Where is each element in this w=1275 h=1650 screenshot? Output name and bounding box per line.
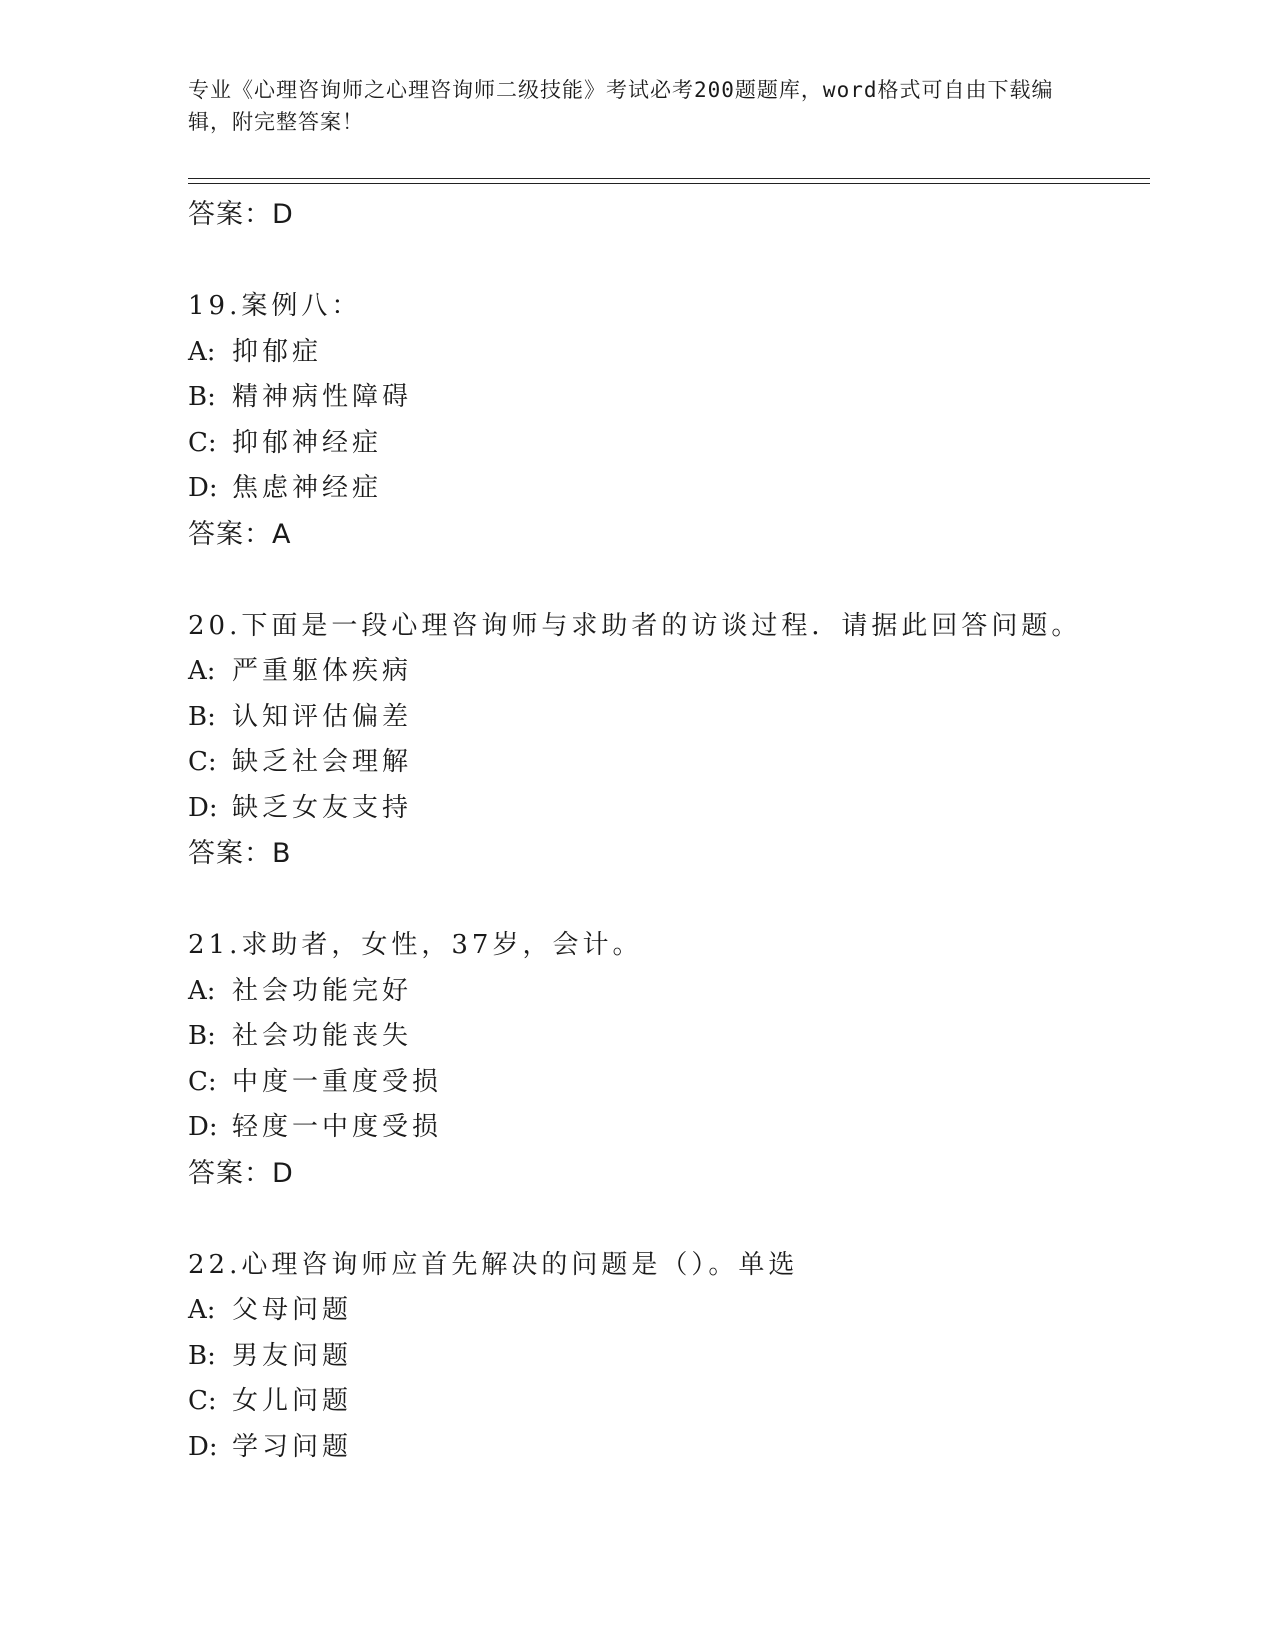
option-key: C:	[188, 1066, 217, 1097]
option-b	[188, 1014, 1148, 1060]
question-text	[188, 604, 1148, 650]
document-header	[188, 74, 1088, 138]
question-text	[188, 284, 1148, 330]
answer-line	[188, 1151, 1148, 1197]
option-text: 学习问题	[232, 1431, 353, 1462]
question-number: 20.	[188, 610, 242, 641]
question-text	[188, 923, 1148, 969]
answer-label: 答案：	[188, 838, 272, 869]
option-a	[188, 330, 1148, 376]
option-text: 父母问题	[232, 1295, 353, 1325]
question-stem: 心理咨询师应首先解决的问题是（）。单选	[241, 1249, 799, 1280]
option-text: 认知评估偏差	[232, 701, 413, 732]
question-stem: 求助者，女性，37岁，会计。	[241, 930, 643, 960]
answer-value: D	[272, 199, 294, 230]
answer-label: 答案：	[188, 199, 272, 230]
option-d	[188, 1425, 1148, 1471]
option-key: C:	[188, 747, 217, 777]
answer-label: 答案：	[188, 1157, 272, 1189]
option-b	[188, 695, 1148, 741]
option-c	[188, 1060, 1148, 1106]
question-stem: 下面是一段心理咨询师与求助者的访谈过程．请据此回答问题。	[241, 610, 1082, 641]
option-key: B:	[188, 1021, 216, 1051]
option-c	[188, 740, 1148, 786]
option-key: C:	[188, 1386, 217, 1416]
option-c	[188, 1379, 1148, 1425]
spacer	[188, 558, 1148, 604]
answer-line	[188, 192, 1148, 238]
option-b	[188, 375, 1148, 421]
option-key: D:	[188, 792, 218, 823]
spacer	[188, 877, 1148, 923]
option-text: 女儿问题	[232, 1386, 353, 1416]
option-text: 社会功能丧失	[232, 1021, 413, 1051]
option-key: A:	[188, 336, 216, 367]
option-key: A:	[188, 1295, 216, 1325]
option-key: D:	[188, 473, 218, 503]
option-text: 中度一重度受损	[232, 1066, 443, 1097]
answer-label: 答案：	[188, 518, 272, 550]
option-key: C:	[188, 427, 217, 458]
answer-value: D	[272, 1157, 294, 1189]
option-a	[188, 1288, 1148, 1334]
option-key: A:	[188, 656, 216, 686]
option-text: 抑郁神经症	[232, 427, 383, 458]
option-key: B:	[188, 701, 216, 732]
option-b	[188, 1334, 1148, 1380]
question-number: 22.	[188, 1249, 242, 1280]
question-number: 21.	[188, 930, 242, 960]
question-text	[188, 1243, 1148, 1289]
answer-line	[188, 512, 1148, 558]
option-key: D:	[188, 1431, 218, 1462]
option-d	[188, 1105, 1148, 1151]
option-text: 严重躯体疾病	[232, 656, 413, 686]
option-text: 精神病性障碍	[232, 382, 413, 412]
header-divider	[188, 178, 1150, 184]
question-list	[188, 192, 1148, 1470]
option-text: 社会功能完好	[232, 975, 413, 1006]
option-text: 缺乏女友支持	[232, 792, 413, 823]
option-text: 男友问题	[232, 1340, 353, 1371]
question-21	[188, 923, 1148, 1243]
question-number: 19.	[188, 291, 242, 321]
option-a	[188, 969, 1148, 1015]
answer-value: B	[272, 838, 292, 869]
option-d	[188, 466, 1148, 512]
option-text: 焦虑神经症	[232, 473, 383, 503]
question-20	[188, 604, 1148, 924]
option-text: 轻度一中度受损	[232, 1112, 443, 1142]
option-d	[188, 786, 1148, 832]
option-key: B:	[188, 1340, 216, 1371]
question-stem: 案例八：	[241, 291, 362, 321]
option-c	[188, 421, 1148, 467]
header-text: 专业《心理咨询师之心理咨询师二级技能》考试必考200题题库，word格式可自由下载编辑，附完整答案！	[188, 78, 1054, 134]
answer-value: A	[272, 518, 292, 550]
option-key: D:	[188, 1112, 218, 1142]
option-key: B:	[188, 382, 216, 412]
option-key: A:	[188, 975, 216, 1006]
option-text: 抑郁症	[232, 336, 323, 367]
question-19	[188, 284, 1148, 604]
spacer	[188, 1197, 1148, 1243]
question-22	[188, 1243, 1148, 1471]
spacer	[188, 238, 1148, 284]
option-a	[188, 649, 1148, 695]
option-text: 缺乏社会理解	[232, 747, 413, 777]
answer-line	[188, 831, 1148, 877]
